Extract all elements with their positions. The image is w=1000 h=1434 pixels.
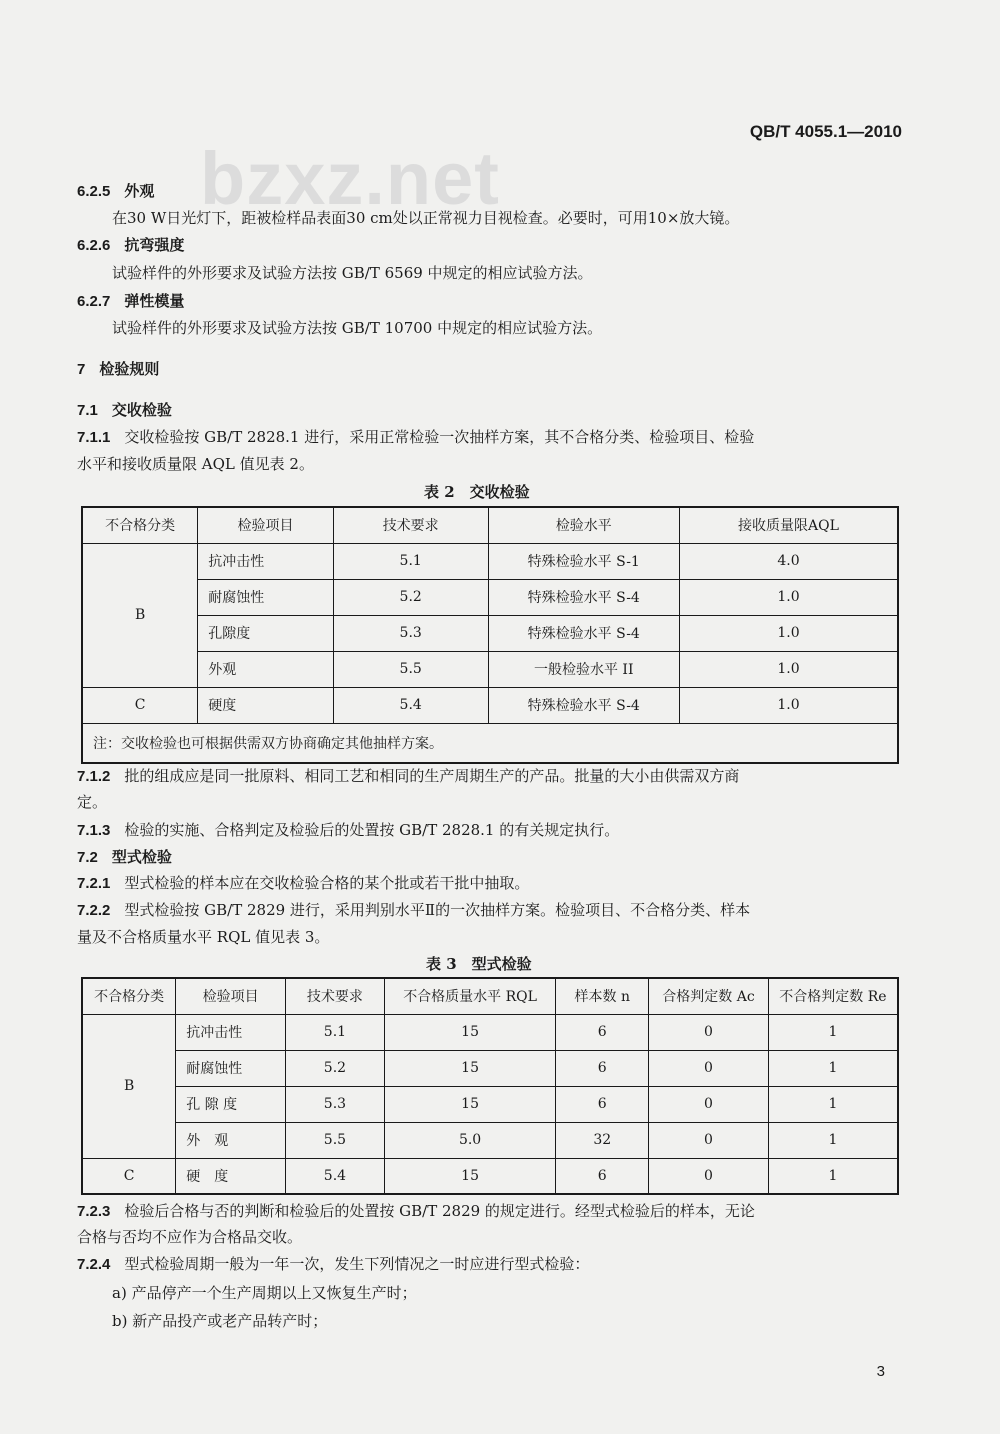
aql-cell: 4.0 bbox=[680, 543, 899, 579]
section-6-2-6-heading bbox=[77, 234, 184, 255]
ac-cell: 0 bbox=[649, 1122, 769, 1158]
table-header-row bbox=[82, 507, 898, 543]
rql-cell: 15 bbox=[384, 1050, 556, 1086]
page-number: 3 bbox=[876, 1363, 885, 1380]
section-number: 6.2.7 bbox=[77, 293, 111, 310]
header-cell: 技术要求 bbox=[286, 978, 385, 1014]
section-title: 检验规则 bbox=[99, 360, 160, 378]
level-cell: 一般检验水平 II bbox=[488, 651, 680, 687]
section-7-2-4 bbox=[77, 1253, 589, 1274]
sample-size-cell: 6 bbox=[556, 1086, 649, 1122]
item-cell: 孔隙度 bbox=[198, 615, 334, 651]
table-row bbox=[82, 1158, 898, 1194]
ac-cell: 0 bbox=[649, 1158, 769, 1194]
item-cell: 抗冲击性 bbox=[176, 1014, 286, 1050]
list-text: 产品停产一个生产周期以上又恢复生产时； bbox=[131, 1284, 417, 1302]
section-7-1-1-line1 bbox=[77, 426, 754, 447]
section-7-1-heading bbox=[77, 399, 172, 420]
section-number: 7.2.2 bbox=[77, 902, 111, 919]
header-cell: 不合格判定数 Re bbox=[768, 978, 898, 1014]
paragraph-text: 检验后合格与否的判断和检验后的处置按 GB/T 2829 的规定进行。经型式检验后的样本，无论 bbox=[124, 1202, 755, 1220]
section-title: 弹性模量 bbox=[124, 292, 185, 310]
section-7-1-2-line1 bbox=[77, 765, 739, 786]
section-6-2-5-body: 在30 W日光灯下，距被检样品表面30 cm处以正常视力目视检查。必要时，可用10×放大镜。 bbox=[112, 209, 740, 227]
section-number: 6.2.5 bbox=[77, 183, 111, 200]
section-7-2-3-line1 bbox=[77, 1200, 755, 1221]
paragraph-text: 检验的实施、合格判定及检验后的处置按 GB/T 2828.1 的有关规定执行。 bbox=[124, 821, 620, 839]
requirement-cell: 5.4 bbox=[333, 687, 488, 723]
item-cell: 抗冲击性 bbox=[198, 543, 334, 579]
table-note: 注：交收检验也可根据供需双方协商确定其他抽样方案。 bbox=[82, 723, 898, 763]
ac-cell: 0 bbox=[649, 1014, 769, 1050]
level-cell: 特殊检验水平 S-4 bbox=[488, 615, 680, 651]
section-7-1-2-line2: 定。 bbox=[77, 793, 108, 811]
aql-cell: 1.0 bbox=[680, 687, 899, 723]
paragraph-text: 型式检验按 GB/T 2829 进行，采用判别水平Ⅱ的一次抽样方案。检验项目、不合格分类、样本 bbox=[124, 901, 751, 919]
table-row bbox=[82, 687, 898, 723]
re-cell: 1 bbox=[768, 1014, 898, 1050]
requirement-cell: 5.5 bbox=[333, 651, 488, 687]
header-cell: 检验项目 bbox=[176, 978, 286, 1014]
requirement-cell: 5.3 bbox=[333, 615, 488, 651]
table-row bbox=[82, 543, 898, 579]
item-cell: 孔 隙 度 bbox=[176, 1086, 286, 1122]
sample-size-cell: 6 bbox=[556, 1158, 649, 1194]
item-cell: 硬度 bbox=[198, 687, 334, 723]
header-cell: 不合格分类 bbox=[82, 507, 198, 543]
requirement-cell: 5.2 bbox=[286, 1050, 385, 1086]
table-row bbox=[82, 615, 898, 651]
section-title: 型式检验 bbox=[111, 848, 172, 866]
paragraph-text: 型式检验的样本应在交收检验合格的某个批或若干批中抽取。 bbox=[124, 874, 530, 892]
re-cell: 1 bbox=[768, 1086, 898, 1122]
requirement-cell: 5.2 bbox=[333, 579, 488, 615]
re-cell: 1 bbox=[768, 1122, 898, 1158]
section-7-2-3-line2: 合格与否均不应作为合格品交收。 bbox=[77, 1228, 303, 1246]
section-7-heading bbox=[77, 358, 159, 379]
requirement-cell: 5.5 bbox=[286, 1122, 385, 1158]
table-row bbox=[82, 1050, 898, 1086]
standard-code: QB/T 4055.1—2010 bbox=[749, 122, 902, 141]
ac-cell: 0 bbox=[649, 1050, 769, 1086]
section-7-2-heading bbox=[77, 846, 172, 867]
level-cell: 特殊检验水平 S-4 bbox=[488, 579, 680, 615]
item-cell: 耐腐蚀性 bbox=[198, 579, 334, 615]
header-cell: 检验水平 bbox=[488, 507, 680, 543]
section-6-2-7-heading bbox=[77, 290, 184, 311]
paragraph-text: 交收检验按 GB/T 2828.1 进行，采用正常检验一次抽样方案，其不合格分类、检验项目、检验 bbox=[124, 428, 755, 446]
item-cell: 耐腐蚀性 bbox=[176, 1050, 286, 1086]
category-cell: B bbox=[82, 1014, 176, 1158]
table-row bbox=[82, 1122, 898, 1158]
table-note-row bbox=[82, 723, 898, 763]
requirement-cell: 5.1 bbox=[286, 1014, 385, 1050]
list-marker: a) bbox=[112, 1284, 127, 1302]
sample-size-cell: 6 bbox=[556, 1014, 649, 1050]
list-text: 新产品投产或老产品转产时； bbox=[132, 1312, 328, 1330]
list-marker: b) bbox=[112, 1312, 128, 1330]
item-cell: 外 观 bbox=[176, 1122, 286, 1158]
category-cell: B bbox=[82, 543, 198, 687]
item-cell: 硬 度 bbox=[176, 1158, 286, 1194]
aql-cell: 1.0 bbox=[680, 579, 899, 615]
section-number: 7.1 bbox=[77, 402, 98, 419]
section-number: 7.2.1 bbox=[77, 875, 111, 892]
section-number: 7.2.3 bbox=[77, 1203, 111, 1220]
header-cell: 检验项目 bbox=[198, 507, 334, 543]
section-number: 7.1.2 bbox=[77, 768, 111, 785]
watermark: bzxz.net bbox=[200, 137, 500, 220]
level-cell: 特殊检验水平 S-1 bbox=[488, 543, 680, 579]
section-number: 7.2 bbox=[77, 849, 98, 866]
header-cell: 接收质量限AQL bbox=[680, 507, 899, 543]
rql-cell: 15 bbox=[384, 1086, 556, 1122]
rql-cell: 5.0 bbox=[384, 1122, 556, 1158]
section-6-2-6-body: 试验样件的外形要求及试验方法按 GB/T 6569 中规定的相应试验方法。 bbox=[112, 264, 593, 282]
sample-size-cell: 32 bbox=[556, 1122, 649, 1158]
rql-cell: 15 bbox=[384, 1158, 556, 1194]
section-number: 7.1.1 bbox=[77, 429, 111, 446]
rql-cell: 15 bbox=[384, 1014, 556, 1050]
section-6-2-5-heading bbox=[77, 180, 154, 201]
table-row bbox=[82, 1014, 898, 1050]
section-number: 7.1.3 bbox=[77, 822, 111, 839]
section-title: 交收检验 bbox=[111, 401, 172, 419]
ac-cell: 0 bbox=[649, 1086, 769, 1122]
aql-cell: 1.0 bbox=[680, 615, 899, 651]
table-header-row bbox=[82, 978, 898, 1014]
section-7-2-2-line2: 量及不合格质量水平 RQL 值见表 3。 bbox=[77, 928, 330, 946]
section-number: 7 bbox=[77, 361, 86, 378]
paragraph-text: 批的组成应是同一批原料、相同工艺和相同的生产周期生产的产品。批量的大小由供需双方商 bbox=[124, 767, 740, 785]
section-number: 6.2.6 bbox=[77, 237, 111, 254]
category-cell: C bbox=[82, 687, 198, 723]
table-2 bbox=[81, 506, 899, 764]
table-3-caption: 表 3 型式检验 bbox=[426, 955, 532, 973]
sample-size-cell: 6 bbox=[556, 1050, 649, 1086]
header-cell: 不合格质量水平 RQL bbox=[384, 978, 556, 1014]
section-6-2-7-body: 试验样件的外形要求及试验方法按 GB/T 10700 中规定的相应试验方法。 bbox=[112, 319, 603, 337]
header-cell: 技术要求 bbox=[333, 507, 488, 543]
aql-cell: 1.0 bbox=[680, 651, 899, 687]
requirement-cell: 5.3 bbox=[286, 1086, 385, 1122]
section-7-2-1 bbox=[77, 872, 529, 893]
header-cell: 合格判定数 Ac bbox=[649, 978, 769, 1014]
list-item bbox=[112, 1310, 327, 1331]
table-2-caption: 表 2 交收检验 bbox=[424, 483, 530, 501]
section-title: 抗弯强度 bbox=[124, 236, 185, 254]
re-cell: 1 bbox=[768, 1050, 898, 1086]
re-cell: 1 bbox=[768, 1158, 898, 1194]
requirement-cell: 5.1 bbox=[333, 543, 488, 579]
header-cell: 样本数 n bbox=[556, 978, 649, 1014]
table-row bbox=[82, 651, 898, 687]
section-number: 7.2.4 bbox=[77, 1256, 111, 1273]
header-cell: 不合格分类 bbox=[82, 978, 176, 1014]
table-3 bbox=[81, 977, 899, 1195]
section-7-1-3 bbox=[77, 819, 619, 840]
section-title: 外观 bbox=[124, 182, 155, 200]
section-7-1-1-line2: 水平和接收质量限 AQL 值见表 2。 bbox=[77, 455, 314, 473]
category-cell: C bbox=[82, 1158, 176, 1194]
item-cell: 外观 bbox=[198, 651, 334, 687]
list-item bbox=[112, 1282, 417, 1303]
level-cell: 特殊检验水平 S-4 bbox=[488, 687, 680, 723]
requirement-cell: 5.4 bbox=[286, 1158, 385, 1194]
table-row bbox=[82, 579, 898, 615]
section-7-2-2-line1 bbox=[77, 899, 750, 920]
paragraph-text: 型式检验周期一般为一年一次，发生下列情况之一时应进行型式检验： bbox=[124, 1255, 590, 1273]
table-row bbox=[82, 1086, 898, 1122]
